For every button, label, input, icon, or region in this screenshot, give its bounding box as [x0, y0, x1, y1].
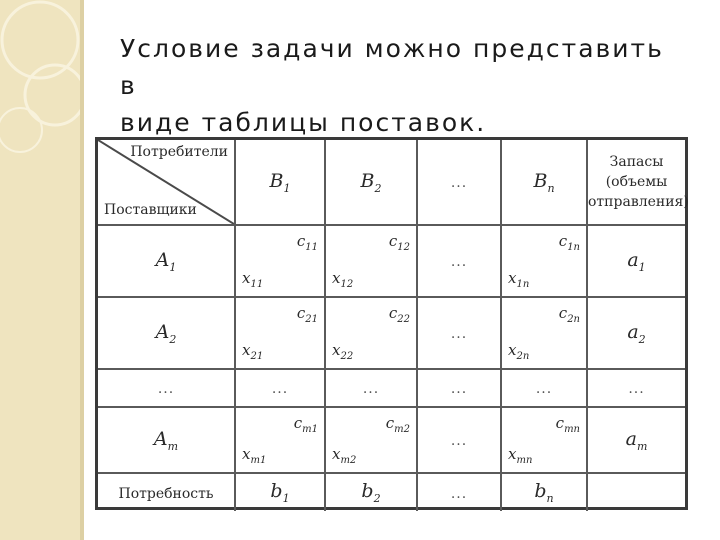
dots-cell: ... — [417, 407, 501, 473]
table-row — [98, 407, 685, 473]
supply-cell: $a_1$ — [587, 225, 685, 297]
cost-cell: $c_{mn}$ $x_{mn}$ — [501, 407, 587, 473]
table-header-row — [98, 140, 685, 225]
cost-cell: $c_{2n}$ $x_{2n}$ — [501, 297, 587, 369]
suppliers-label: Поставщики — [104, 202, 197, 218]
dots-cell: ... — [325, 369, 417, 407]
transport-table-frame — [95, 137, 688, 510]
demand-cell: $b_2$ — [325, 473, 417, 511]
cost-cell: $c_{m2}$ $x_{m2}$ — [325, 407, 417, 473]
consumers-label: Потребители — [130, 144, 228, 160]
consumer-header-2: $B_2$ — [325, 140, 417, 225]
title-line-2: виде таблицы поставок. — [120, 108, 487, 137]
dots-cell: ... — [417, 369, 501, 407]
dots-cell: ... — [417, 225, 501, 297]
consumer-header-dots: ... — [417, 140, 501, 225]
cost-cell: $c_{21}$ $x_{21}$ — [235, 297, 325, 369]
supplier-cell: $A_m$ — [98, 407, 235, 473]
dots-cell: ... — [235, 369, 325, 407]
cost-cell: $c_{22}$ $x_{22}$ — [325, 297, 417, 369]
demand-row — [98, 473, 685, 511]
dots-cell: ... — [417, 473, 501, 511]
decorative-circles — [0, 0, 80, 540]
supplier-cell: $A_2$ — [98, 297, 235, 369]
cost-cell: $c_{m1}$ $x_{m1}$ — [235, 407, 325, 473]
table-row — [98, 297, 685, 369]
demand-label-cell: Потребность — [98, 473, 235, 511]
title-line-1: Условие задачи можно представить в — [120, 34, 664, 100]
slide-title — [120, 30, 680, 141]
cost-cell: $c_{12}$ $x_{12}$ — [325, 225, 417, 297]
side-band-edge — [80, 0, 84, 540]
consumer-header-n: $B_n$ — [501, 140, 587, 225]
supplier-cell: $A_1$ — [98, 225, 235, 297]
demand-cell: $b_n$ — [501, 473, 587, 511]
cost-cell: $c_{11}$ $x_{11}$ — [235, 225, 325, 297]
transport-table — [98, 140, 689, 511]
decorative-side-band — [0, 0, 80, 540]
consumer-header-1: $B_1$ — [235, 140, 325, 225]
cost-cell: $c_{1n}$ $x_{1n}$ — [501, 225, 587, 297]
table-dots-row — [98, 369, 685, 407]
supply-header: Запасы (объемы отправления) — [587, 140, 685, 225]
supply-cell: $a_2$ — [587, 297, 685, 369]
dots-cell: ... — [98, 369, 235, 407]
corner-cell — [98, 140, 235, 225]
table-row — [98, 225, 685, 297]
demand-cell: $b_1$ — [235, 473, 325, 511]
dots-cell: ... — [417, 297, 501, 369]
supply-cell: $a_m$ — [587, 407, 685, 473]
empty-cell — [587, 473, 685, 511]
dots-cell: ... — [501, 369, 587, 407]
dots-cell: ... — [587, 369, 685, 407]
